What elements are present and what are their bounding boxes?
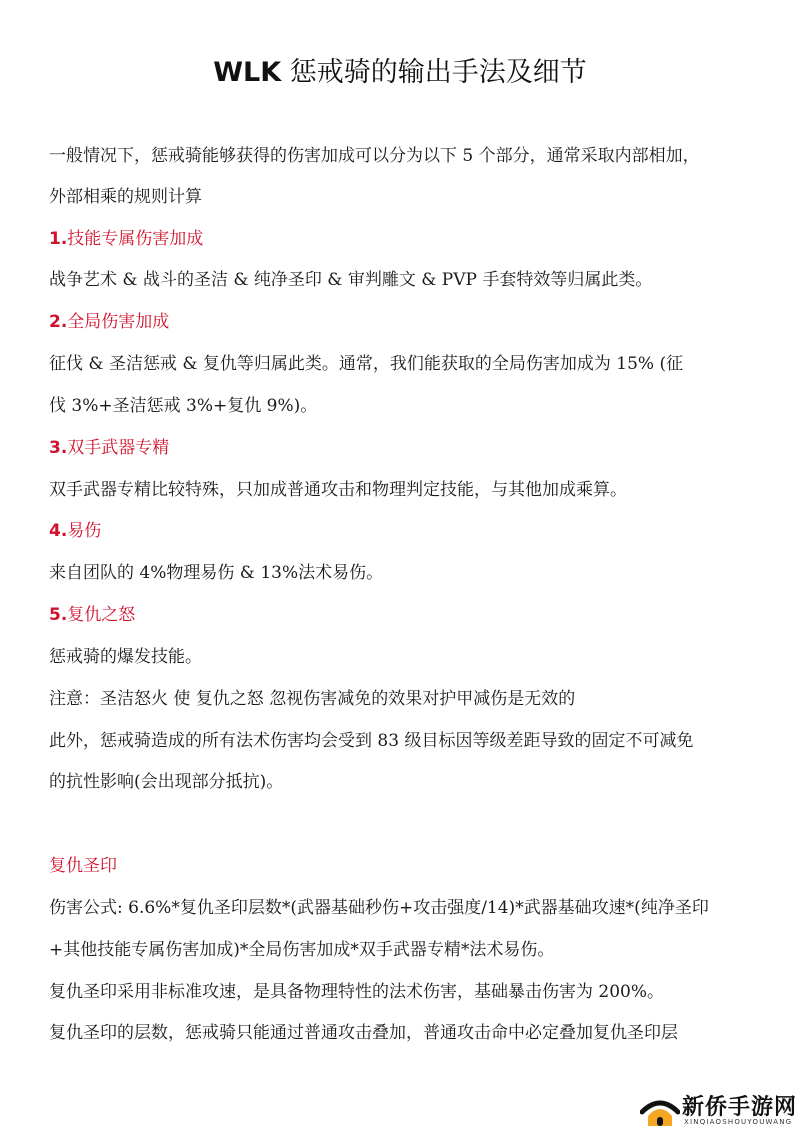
section-number: 5.	[49, 605, 68, 625]
section-5-line-4: 的抗性影响(会出现部分抵抗)。	[49, 772, 284, 792]
section-title: 技能专属伤害加成	[67, 229, 204, 249]
watermark-pinyin: XINQIAOSHOUYOUWANG	[684, 1118, 793, 1126]
section-heading-5	[49, 603, 135, 627]
section-title: 易伤	[67, 521, 102, 541]
title-latin: WLK	[213, 57, 282, 88]
section-number: 4.	[49, 521, 68, 541]
intro-line-2: 外部相乘的规则计算	[49, 187, 202, 207]
title-cn: 惩戒骑的输出手法及细节	[281, 57, 587, 88]
section-heading-4	[49, 519, 101, 543]
section-5-line-3: 此外，惩戒骑造成的所有法术伤害均会受到 83 级目标因等级差距导致的固定不可减免	[49, 731, 694, 751]
seal-line-4: 复仇圣印的层数，惩戒骑只能通过普通攻击叠加，普通攻击命中必定叠加复仇圣印层	[49, 1023, 678, 1043]
section-2-line-1: 征伐 & 圣洁惩戒 & 复仇等归属此类。通常，我们能获取的全局伤害加成为 15% (征	[49, 354, 684, 374]
section-title: 全局伤害加成	[67, 312, 170, 332]
intro-line-1: 一般情况下，惩戒骑能够获得的伤害加成可以分为以下 5 个部分，通常采取内部相加，	[49, 146, 700, 166]
section-1-line-1: 战争艺术 & 战斗的圣洁 & 纯净圣印 & 审判雕文 & PVP 手套特效等归属此类。	[49, 270, 653, 290]
section-number: 1.	[49, 229, 68, 249]
section-5-line-1: 惩戒骑的爆发技能。	[49, 647, 202, 667]
seal-heading: 复仇圣印	[49, 856, 117, 876]
seal-line-2: +其他技能专属伤害加成)*全局伤害加成*双手武器专精*法术易伤。	[49, 940, 555, 960]
section-number: 2.	[49, 312, 68, 332]
seal-line-3: 复仇圣印采用非标准攻速，是具备物理特性的法术伤害，基础暴击伤害为 200%。	[49, 982, 665, 1002]
section-3-line-1: 双手武器专精比较特殊，只加成普通攻击和物理判定技能，与其他加成乘算。	[49, 480, 627, 500]
section-heading-2	[49, 310, 169, 334]
section-number: 3.	[49, 438, 68, 458]
seal-line-1: 伤害公式: 6.6%*复仇圣印层数*(武器基础秒伤+攻击强度/14)*武器基础攻速*(纯净圣印	[49, 898, 709, 918]
section-2-line-2: 伐 3%+圣洁惩戒 3%+复仇 9%)。	[49, 396, 318, 416]
watermark-logo	[640, 1088, 800, 1131]
section-heading-1	[49, 227, 203, 251]
section-title: 双手武器专精	[67, 438, 170, 458]
watermark-name: 新侨手游网	[682, 1094, 798, 1120]
section-5-line-2: 注意：圣洁怒火 使 复仇之怒 忽视伤害减免的效果对护甲减伤是无效的	[49, 689, 576, 709]
section-4-line-1: 来自团队的 4%物理易伤 & 13%法术易伤。	[49, 563, 384, 583]
page-title	[0, 50, 800, 89]
section-title: 复仇之怒	[67, 605, 136, 625]
section-heading-3	[49, 436, 169, 460]
house-logo-icon	[640, 1092, 680, 1128]
